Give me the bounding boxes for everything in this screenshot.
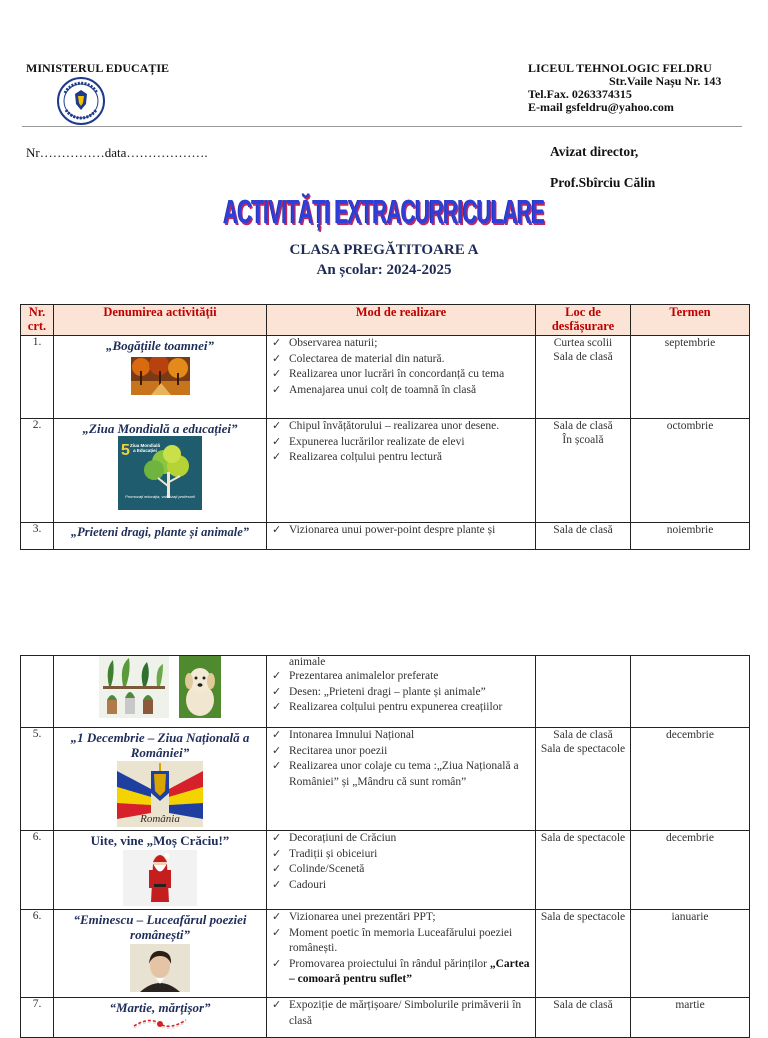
- director-name: Prof.Sbîrciu Călin: [550, 175, 656, 190]
- mode-item: ✓ Intonarea Imnului Național: [289, 728, 531, 744]
- table-row: [21, 419, 750, 523]
- mode-item: ✓ Desen: „Prieteni dragi – plante și animale”: [289, 685, 531, 701]
- mode-continued-text: animale: [289, 656, 326, 668]
- romania-flags-image: România: [117, 761, 203, 827]
- mode-item: ✓ Amenajarea unui colț de toamnă în clasă: [289, 383, 531, 399]
- place-item: Sala de clasă: [553, 729, 613, 741]
- place-item: Sala de clasă: [536, 523, 631, 550]
- mode-item: ✓ Tradiții și obiceiuri: [289, 847, 531, 863]
- place-item: Sala de clasă: [553, 351, 613, 363]
- mode-item: ✓ Observarea naturii;: [289, 336, 531, 352]
- header-divider: [22, 126, 742, 127]
- row-number: 3.: [21, 523, 54, 550]
- activities-table-part-2: [20, 655, 750, 1038]
- activity-title: „Ziua Mondială a educației”: [82, 421, 238, 436]
- government-seal-logo: [57, 77, 105, 125]
- term: decembrie: [631, 831, 750, 910]
- term: octombrie: [631, 419, 750, 523]
- row-number: 6.: [21, 910, 54, 998]
- education-day-poster-image: 5 Ziua Mondială a Educației Promovați educația, valorizați profesorii: [118, 436, 202, 510]
- activity-title: “Eminescu – Luceafărul poeziei românești”: [73, 912, 247, 942]
- martisor-image: [130, 1016, 190, 1030]
- table-row-continued: [21, 656, 750, 728]
- school-name: LICEUL TEHNOLOGIC FELDRU: [528, 61, 712, 75]
- school-address: Str.Vaile Nașu Nr. 143: [609, 74, 722, 88]
- activity-title: “Martie, mărțișor”: [109, 1000, 211, 1015]
- document-title-wordart: ACTIVITĂȚI EXTRACURRICULARE: [223, 193, 545, 230]
- mode-item: ✓ Recitarea unor poezii: [289, 744, 531, 760]
- approval-label: Avizat director,: [550, 144, 639, 159]
- term: decembrie: [631, 728, 750, 831]
- svg-text:5: 5: [121, 442, 130, 459]
- header-place: Loc de desfășurare: [536, 305, 631, 336]
- santa-claus-image: [123, 850, 197, 906]
- activity-title: Uite, vine „Moș Crăciu!”: [90, 833, 230, 848]
- mode-item: ✓ Promovarea proiectului în rândul părinților „Cartea – comoară pentru suflet”: [289, 957, 531, 988]
- mode-item: ✓ Decorațiuni de Crăciun: [289, 831, 531, 847]
- plants-image: [99, 656, 169, 718]
- place-item: Sala de spectacole: [536, 831, 631, 910]
- mode-item: ✓ Colectarea de material din natură.: [289, 352, 531, 368]
- place-item: În școală: [562, 434, 604, 446]
- activity-title: „Bogățiile toamnei”: [106, 338, 214, 353]
- mode-item: ✓ Realizarea colțului pentru expunerea creațiilor: [289, 700, 531, 716]
- activity-title: „Prieteni dragi, plante și animale”: [70, 525, 250, 539]
- header-nr: Nr. crt.: [21, 305, 54, 336]
- term: ianuarie: [631, 910, 750, 998]
- header-term: Termen: [631, 305, 750, 336]
- row-number: 2.: [21, 419, 54, 523]
- mode-item: ✓ Expoziție de mărțișoare/ Simbolurile primăverii în clasă: [289, 998, 531, 1029]
- mode-item: ✓ Realizarea unor colaje cu tema :„Ziua Națională a României” și „Mândru că sunt român”: [289, 759, 531, 790]
- puppy-image: [179, 656, 221, 718]
- mode-item: ✓ Realizarea colțului pentru lectură: [289, 450, 531, 466]
- header-mode: Mod de realizare: [267, 305, 536, 336]
- row-number: 7.: [21, 998, 54, 1038]
- mode-item: ✓ Moment poetic în memoria Luceafărului poeziei românești.: [289, 926, 531, 957]
- activity-title: „1 Decembrie – Ziua Națională a României”: [70, 730, 250, 760]
- school-phone: Tel.Fax. 0263374315: [528, 87, 632, 101]
- mode-item: ✓ Chipul învățătorului – realizarea unor desene.: [289, 419, 531, 435]
- mode-item: ✓ Cadouri: [289, 878, 531, 894]
- place-item: Sala de clasă: [536, 998, 631, 1038]
- place-item: Sala de spectacole: [536, 910, 631, 998]
- place-item: Sala de clasă: [553, 420, 613, 432]
- school-email: E-mail gsfeldru@yahoo.com: [528, 100, 674, 114]
- table-row: [21, 831, 750, 910]
- place-item: Curtea scolii: [553, 337, 613, 349]
- place-item: Sala de spectacole: [540, 743, 626, 755]
- row-number: 5.: [21, 728, 54, 831]
- mode-item: ✓ Realizarea unor lucrări în concordanță cu tema: [289, 367, 531, 383]
- term: martie: [631, 998, 750, 1038]
- activities-table-part-1: [20, 304, 750, 550]
- table-row: [21, 336, 750, 419]
- mode-item: ✓ Vizionarea unui power-point despre plante și: [289, 523, 531, 539]
- mode-item: ✓ Vizionarea unei prezentări PPT;: [289, 910, 531, 926]
- row-number: 1.: [21, 336, 54, 419]
- mode-item: ✓ Expunerea lucrărilor realizate de elevi: [289, 435, 531, 451]
- table-row: [21, 728, 750, 831]
- registration-line: Nr……………data……………….: [26, 145, 208, 160]
- table-row: [21, 998, 750, 1038]
- ministry-name: MINISTERUL EDUCAȚIE: [26, 61, 170, 75]
- table-row: [21, 523, 750, 550]
- term: septembrie: [631, 336, 750, 419]
- mode-item: ✓ Colinde/Scenetă: [289, 862, 531, 878]
- table-header-row: [21, 305, 750, 336]
- term: noiembrie: [631, 523, 750, 550]
- header-activity: Denumirea activității: [54, 305, 267, 336]
- table-row: [21, 910, 750, 998]
- mode-item: ✓ Prezentarea animalelor preferate: [289, 669, 531, 685]
- autumn-forest-image: [131, 357, 190, 395]
- school-year: An școlar: 2024-2025: [316, 262, 452, 278]
- eminescu-portrait-image: [130, 944, 190, 992]
- class-name: CLASA PREGĂTITOARE A: [289, 242, 479, 258]
- row-number: 6.: [21, 831, 54, 910]
